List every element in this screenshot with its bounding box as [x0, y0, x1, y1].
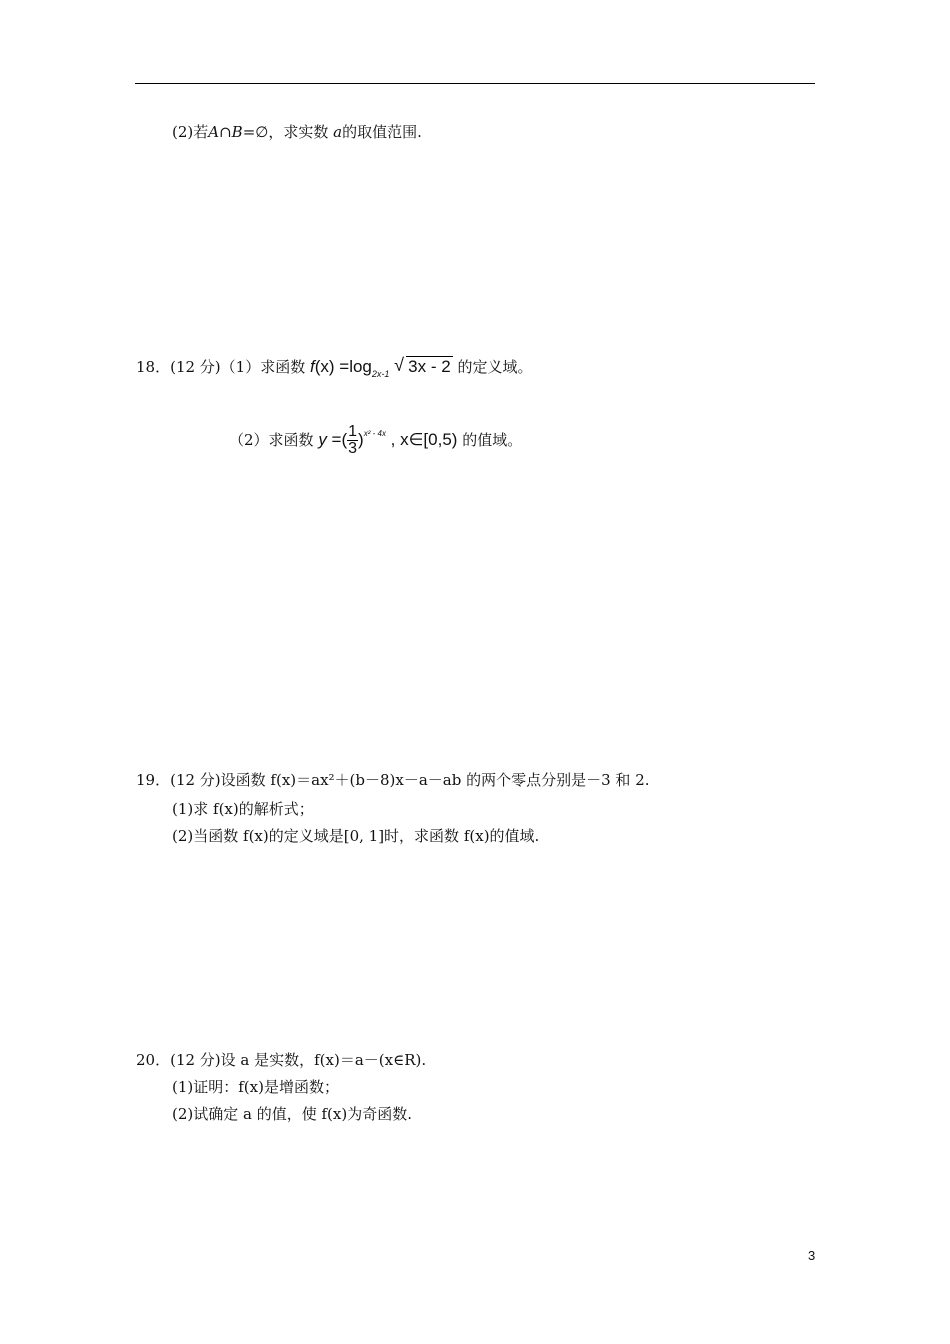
domain-interval: , x∈[0,5): [385, 429, 458, 449]
log-symbol: =log: [334, 357, 372, 376]
radical-sign: √: [394, 355, 405, 375]
q18-part1-formula: [309, 355, 453, 379]
variable-a: a: [333, 123, 343, 141]
set-b: B: [231, 123, 243, 141]
q17-part2-condition: =∅，求实数: [242, 123, 329, 141]
y-symbol: y: [318, 429, 327, 449]
log-base: 2x-1: [371, 369, 390, 379]
exponent: x² - 4x: [363, 428, 386, 438]
q18-part2-tail: 的值域。: [457, 430, 523, 449]
q20-line3: (2)试确定 a 的值，使 f(x)为奇函数.: [172, 1105, 412, 1123]
close-paren: ): [358, 429, 364, 449]
q20-line1: 20．(12 分)设 a 是实数，f(x)＝a－(x∈R).: [136, 1051, 427, 1069]
radicand: 3x - 2: [408, 357, 451, 376]
header-rule: [135, 83, 815, 84]
fx-argument: (x): [314, 357, 335, 376]
q19-line1: 19．(12 分)设函数 f(x)＝ax²＋(b－8)x－a－ab 的两个零点分别是－3 和 2.: [136, 771, 650, 789]
q18-lead: 18．(12 分)（1）求函数: [136, 358, 306, 376]
fraction-numerator: 1: [348, 423, 358, 440]
fraction-one-third: [347, 424, 358, 457]
q17-part2: [172, 122, 422, 142]
q20-line2: (1)证明：f(x)是增函数；: [172, 1078, 339, 1096]
q18-part2: [229, 424, 522, 457]
sqrt-expression: [394, 357, 453, 377]
intersect-symbol: ∩: [219, 123, 232, 141]
q19-line2: (1)求 f(x)的解析式；: [172, 800, 314, 818]
q17-part2-tail: 的取值范围.: [342, 123, 422, 141]
q18-part1: [136, 357, 532, 379]
q18-part1-tail: 的定义域。: [457, 358, 533, 376]
set-a: A: [208, 123, 220, 141]
f-symbol: f: [309, 357, 315, 376]
fraction-denominator: 3: [348, 440, 358, 457]
q17-part2-label: (2)若: [172, 123, 209, 141]
q18-part2-formula: [318, 423, 458, 457]
page-number: 3: [808, 1248, 816, 1263]
q18-part2-label: （2）求函数: [229, 430, 314, 449]
q19-line3: (2)当函数 f(x)的定义域是[0, 1]时，求函数 f(x)的值域.: [172, 827, 540, 845]
equals-open-paren: =(: [326, 429, 348, 449]
